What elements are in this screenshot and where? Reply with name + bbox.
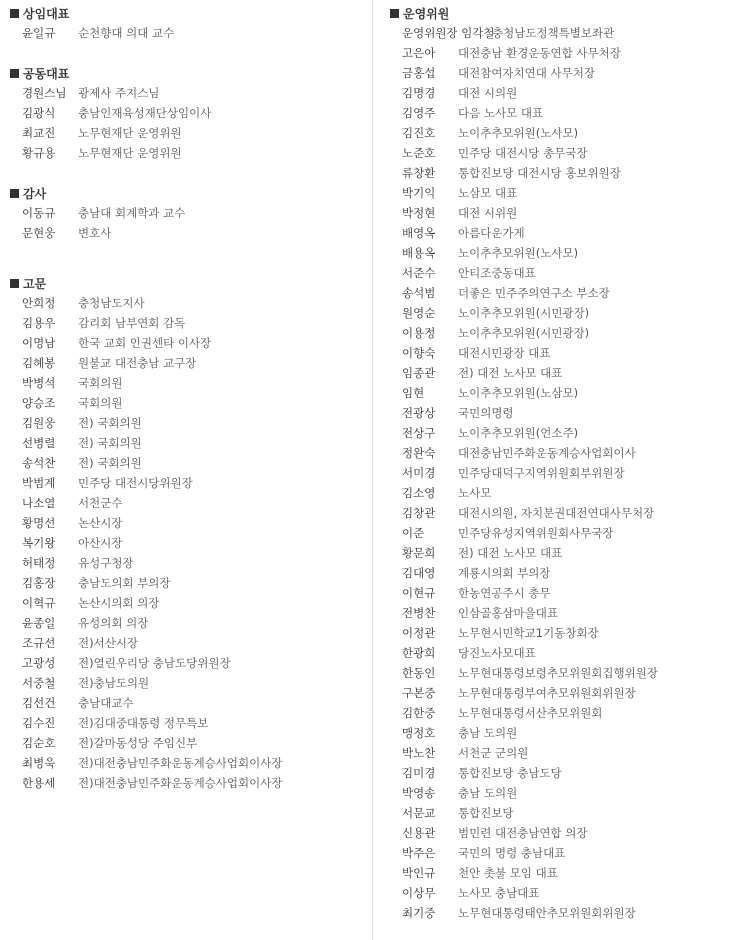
member-name: 박노찬 (402, 746, 436, 760)
member-name: 임현 (402, 386, 425, 400)
member-row (402, 723, 738, 743)
member-row (22, 203, 367, 223)
member-role: 국민의 명령 충남대표 (458, 846, 566, 860)
member-row (402, 323, 738, 343)
member-row (402, 283, 738, 303)
member-role: 노이추추모위원(언소주) (458, 426, 579, 440)
member-row (402, 163, 738, 183)
member-role: 대전시민광장 대표 (458, 346, 551, 360)
member-name: 김창관 (402, 506, 436, 520)
member-name: 서미경 (402, 466, 436, 480)
member-row (402, 123, 738, 143)
member-row (22, 293, 367, 313)
member-row (22, 413, 367, 433)
member-name: 박병석 (22, 376, 56, 390)
member-row (22, 333, 367, 353)
member-name: 김용우 (22, 316, 56, 330)
member-role: 안티조중동대표 (458, 266, 536, 280)
member-row (22, 753, 367, 773)
member-name: 김진호 (402, 126, 436, 140)
member-role: 한국 교회 인권센타 이사장 (78, 336, 212, 350)
member-role: 유성의회 의장 (78, 616, 149, 630)
member-row (22, 373, 367, 393)
member-role: 계룡시의회 부의장 (458, 566, 551, 580)
member-name: 전상구 (402, 426, 436, 440)
member-row (402, 663, 738, 683)
member-role: 민주당대덕구지역위원회부위원장 (458, 466, 625, 480)
member-name: 한용세 (22, 776, 56, 790)
member-name: 윤일규 (22, 26, 56, 40)
member-name: 최병욱 (22, 756, 56, 770)
member-role: 아산시장 (78, 536, 123, 550)
member-name: 고은아 (402, 46, 436, 60)
member-name: 황명선 (22, 516, 56, 530)
member-name: 김홍장 (22, 576, 56, 590)
member-role: 노무현대통령보령추모위원회집행위원장 (458, 666, 658, 680)
member-role: 노무현대통령태안추모위원회위원장 (458, 906, 636, 920)
member-row (402, 63, 738, 83)
member-row (22, 593, 367, 613)
member-role: 노무현시민학교1기동창회장 (458, 626, 599, 640)
member-role: 인삼골홍삼마을대표 (458, 606, 558, 620)
member-role: 노사모 충남대표 (458, 886, 540, 900)
member-role: 노무현대통령부여추모위원회위원장 (458, 686, 636, 700)
member-role: 민주당유성지역위원회사무국장 (458, 526, 614, 540)
member-role: 전)갈마동성당 주임신부 (78, 736, 198, 750)
member-row (402, 23, 738, 43)
member-name: 김미경 (402, 766, 436, 780)
member-role: 전)서산시장 (78, 636, 139, 650)
member-role: 통합진보당 충남도당 (458, 766, 562, 780)
member-row (402, 583, 738, 603)
member-role: 국회의원 (78, 376, 123, 390)
member-role: 대전충남민주화운동계승사업회이사 (458, 446, 636, 460)
member-role: 범민련 대전충남연합 의장 (458, 826, 588, 840)
member-role: 노사모 (458, 486, 492, 500)
member-role: 노무현재단 운영위원 (78, 146, 182, 160)
member-role: 충남대교수 (78, 696, 134, 710)
member-role: 대전시의원, 자치분권대전연대사무처장 (458, 506, 655, 520)
member-row (22, 733, 367, 753)
member-role: 민주당 대전시당위원장 (78, 476, 193, 490)
member-name: 김소영 (402, 486, 436, 500)
member-name: 서중철 (22, 676, 56, 690)
square-bullet-icon (10, 9, 19, 18)
member-row (22, 353, 367, 373)
member-name: 경원스님 (22, 86, 67, 100)
member-name: 최교진 (22, 126, 56, 140)
member-name: 박정현 (402, 206, 436, 220)
member-row (22, 83, 367, 103)
member-row (402, 343, 738, 363)
member-role: 더좋은 민주주의연구소 부소장 (458, 286, 610, 300)
member-name: 원영순 (402, 306, 436, 320)
member-row (402, 683, 738, 703)
member-row (402, 43, 738, 63)
member-role: 유성구청장 (78, 556, 134, 570)
member-name: 류창환 (402, 166, 436, 180)
member-name: 이현규 (402, 586, 436, 600)
member-name: 한동인 (402, 666, 436, 680)
member-row (402, 703, 738, 723)
square-bullet-icon (10, 189, 19, 198)
member-name: 정완숙 (402, 446, 436, 460)
member-row (22, 613, 367, 633)
member-row (402, 403, 738, 423)
member-name: 김한중 (402, 706, 436, 720)
member-row (22, 513, 367, 533)
member-row (402, 363, 738, 383)
member-role: 민주당 대전시당 총무국장 (458, 146, 588, 160)
member-name: 이용정 (402, 326, 436, 340)
member-row (22, 143, 367, 163)
member-row (402, 423, 738, 443)
member-role: 서천군수 (78, 496, 123, 510)
member-role: 서천군 군의원 (458, 746, 529, 760)
member-row (402, 83, 738, 103)
member-row (22, 633, 367, 653)
section-title (10, 184, 46, 204)
member-name: 배영옥 (402, 226, 436, 240)
member-row (22, 533, 367, 553)
member-row (402, 863, 738, 883)
member-row (402, 243, 738, 263)
member-role: 전)대전충남민주화운동계승사업회이사장 (78, 756, 283, 770)
member-row (402, 883, 738, 903)
member-name: 고광성 (22, 656, 56, 670)
member-name: 송석범 (402, 286, 436, 300)
member-role: 전)충남도의원 (78, 676, 150, 690)
member-name: 박범계 (22, 476, 56, 490)
member-role: 대전충남 환경운동연합 사무처장 (458, 46, 621, 60)
section-title (390, 4, 449, 24)
member-row (402, 103, 738, 123)
member-name: 신용관 (402, 826, 436, 840)
member-name: 이상무 (402, 886, 436, 900)
member-row (22, 573, 367, 593)
member-name: 서준수 (402, 266, 436, 280)
right-column (384, 0, 740, 940)
member-name: 김광식 (22, 106, 56, 120)
member-name: 김순호 (22, 736, 56, 750)
member-role: 대전 시위원 (458, 206, 518, 220)
member-role: 전) 국회의원 (78, 456, 142, 470)
member-role: 충청남도정책특별보좌관 (492, 26, 615, 40)
section-title-text: 운영위원 (403, 7, 450, 21)
section-title (10, 4, 69, 24)
member-row (22, 313, 367, 333)
member-row (402, 223, 738, 243)
member-name: 최기중 (402, 906, 436, 920)
member-name: 김수진 (22, 716, 56, 730)
member-name: 이명남 (22, 336, 56, 350)
member-row (402, 623, 738, 643)
member-role: 원불교 대전충남 교구장 (78, 356, 197, 370)
member-name: 윤종일 (22, 616, 56, 630)
member-name: 이정관 (402, 626, 436, 640)
member-role: 충남 도의원 (458, 786, 518, 800)
section-title-text: 상임대표 (23, 7, 70, 21)
member-role: 노무현재단 운영위원 (78, 126, 182, 140)
member-role: 다음 노사모 대표 (458, 106, 544, 120)
member-row (402, 203, 738, 223)
member-role: 논산시장 (78, 516, 123, 530)
member-name: 전병찬 (402, 606, 436, 620)
member-row (22, 223, 367, 243)
member-row (402, 823, 738, 843)
member-row (22, 123, 367, 143)
member-role: 전) 대전 노사모 대표 (458, 366, 563, 380)
member-name: 양승조 (22, 396, 56, 410)
section-title-text: 공동대표 (23, 67, 70, 81)
member-name: 선병렬 (22, 436, 56, 450)
member-role: 노이추추모위원(노삼모) (458, 386, 579, 400)
member-name: 이향숙 (402, 346, 436, 360)
member-row (402, 603, 738, 623)
member-row (402, 263, 738, 283)
member-role: 노이추추모위원(시민광장) (458, 326, 590, 340)
member-name: 김명경 (402, 86, 436, 100)
member-name: 전광상 (402, 406, 436, 420)
member-row (22, 773, 367, 793)
member-role: 감리회 남부연회 감독 (78, 316, 186, 330)
member-row (402, 743, 738, 763)
member-row (22, 673, 367, 693)
member-row (22, 433, 367, 453)
section-title-text: 감사 (23, 187, 47, 201)
member-name: 박영송 (402, 786, 436, 800)
member-name: 김혜봉 (22, 356, 56, 370)
member-role: 전) 국회의원 (78, 416, 142, 430)
member-name: 복기왕 (22, 536, 56, 550)
member-row (402, 303, 738, 323)
member-name: 금홍섭 (402, 66, 436, 80)
section-title-text: 고문 (23, 277, 47, 291)
member-role: 노무현대통령서산추모위원회 (458, 706, 603, 720)
member-row (402, 843, 738, 863)
member-row (402, 503, 738, 523)
member-row (22, 23, 367, 43)
member-role: 노이추추모위원(노사모) (458, 126, 579, 140)
member-name: 송석찬 (22, 456, 56, 470)
member-name: 배용옥 (402, 246, 436, 260)
member-row (402, 443, 738, 463)
member-role: 전) 대전 노사모 대표 (458, 546, 563, 560)
member-name: 김대영 (402, 566, 436, 580)
member-row (22, 473, 367, 493)
member-name: 김선건 (22, 696, 56, 710)
member-role: 노이추추모위원(시민광장) (458, 306, 590, 320)
member-name: 이혁규 (22, 596, 56, 610)
member-role: 국회의원 (78, 396, 123, 410)
member-name: 황규용 (22, 146, 56, 160)
member-role: 충남인재육성재단상임이사 (78, 106, 212, 120)
member-role: 논산시의회 의장 (78, 596, 160, 610)
member-row (22, 693, 367, 713)
member-role: 국민의명령 (458, 406, 514, 420)
member-name: 허태정 (22, 556, 56, 570)
member-name: 안희정 (22, 296, 56, 310)
member-name: 박기익 (402, 186, 436, 200)
member-role: 한농연공주시 총무 (458, 586, 551, 600)
member-row (402, 483, 738, 503)
square-bullet-icon (390, 9, 399, 18)
member-role: 전) 국회의원 (78, 436, 142, 450)
member-role: 충남도의회 부의장 (78, 576, 171, 590)
member-row (402, 383, 738, 403)
member-role: 대전참여자치연대 사무처장 (458, 66, 595, 80)
member-name: 이동규 (22, 206, 56, 220)
member-name: 맹정호 (402, 726, 436, 740)
member-role: 충청남도지사 (78, 296, 145, 310)
section-title (10, 274, 46, 294)
member-role: 전)대전충남민주화운동계승사업회이사장 (78, 776, 283, 790)
member-role: 통합진보당 대전시당 홍보위원장 (458, 166, 621, 180)
member-row (22, 713, 367, 733)
member-row (22, 653, 367, 673)
member-name: 나소열 (22, 496, 56, 510)
member-name: 김원웅 (22, 416, 56, 430)
member-role: 통합진보당 (458, 806, 514, 820)
square-bullet-icon (10, 69, 19, 78)
member-role: 노이추추모위원(노사모) (458, 246, 579, 260)
member-role: 노삼모 대표 (458, 186, 518, 200)
member-name: 구본중 (402, 686, 436, 700)
member-role: 대전 시의원 (458, 86, 518, 100)
member-row (402, 803, 738, 823)
member-row (402, 183, 738, 203)
member-row (402, 463, 738, 483)
member-row (402, 783, 738, 803)
member-role: 순천향대 의대 교수 (78, 26, 175, 40)
member-name: 박주은 (402, 846, 436, 860)
member-row (402, 903, 738, 923)
member-row (22, 453, 367, 473)
member-role: 전)열린우리당 충남도당위원장 (78, 656, 231, 670)
member-name: 한광희 (402, 646, 436, 660)
member-role: 광제사 주지스님 (78, 86, 160, 100)
square-bullet-icon (10, 279, 19, 288)
member-role: 충남대 회계학과 교수 (78, 206, 186, 220)
member-row (402, 643, 738, 663)
member-name: 박인규 (402, 866, 436, 880)
member-role: 변호사 (78, 226, 112, 240)
member-name: 김영주 (402, 106, 436, 120)
member-row (402, 143, 738, 163)
member-role: 천안 촛불 모임 대표 (458, 866, 558, 880)
member-name: 임종관 (402, 366, 436, 380)
member-row (22, 493, 367, 513)
member-row (22, 393, 367, 413)
member-role: 충남 도의원 (458, 726, 518, 740)
member-row (402, 763, 738, 783)
member-row (22, 553, 367, 573)
member-name: 조규선 (22, 636, 56, 650)
member-role: 당진노사모대표 (458, 646, 536, 660)
member-role: 아름다운가게 (458, 226, 525, 240)
member-role: 전)김대중대통령 정무특보 (78, 716, 209, 730)
member-row (402, 523, 738, 543)
member-row (22, 103, 367, 123)
member-name: 문현웅 (22, 226, 56, 240)
member-row (402, 543, 738, 563)
member-name: 운영위원장 임각철 (402, 26, 495, 40)
member-name: 노준호 (402, 146, 436, 160)
member-row (402, 563, 738, 583)
member-name: 황문희 (402, 546, 436, 560)
member-name: 서문교 (402, 806, 436, 820)
section-title (10, 64, 69, 84)
member-name: 이준 (402, 526, 425, 540)
